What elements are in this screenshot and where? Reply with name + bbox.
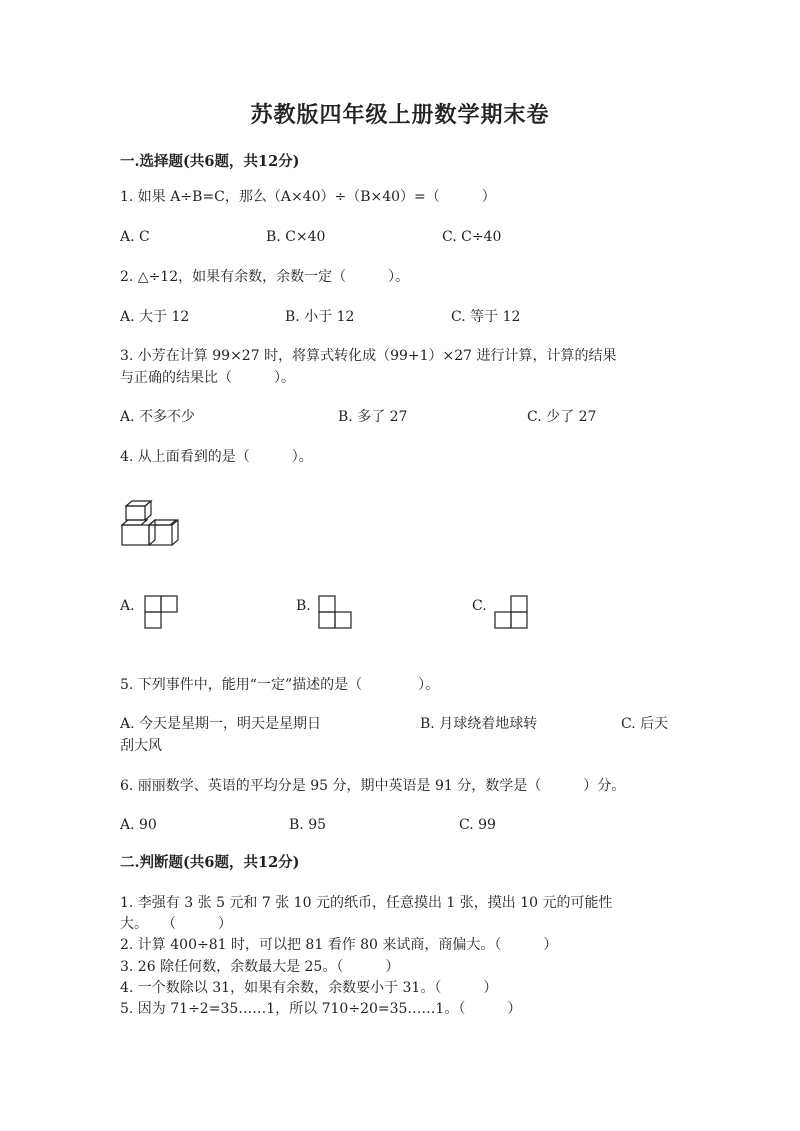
q6-option-b: B. 95: [289, 817, 327, 833]
q6-option-c: C. 99: [459, 817, 496, 833]
judge-item-2: 2. 计算 400÷81 时，可以把 81 看作 80 来试商，商偏大。（ ）: [120, 937, 558, 953]
q2-option-c: C. 等于 12: [451, 309, 521, 325]
q2-option-b: B. 小于 12: [285, 309, 355, 325]
q5-option-a: A. 今天是星期一，明天是星期日: [120, 716, 322, 732]
q5-option-c-line1: C. 后天: [621, 716, 669, 732]
q1-option-b: B. C×40: [266, 229, 326, 245]
judge-item-4: 4. 一个数除以 31，如果有余数，余数要小于 31。（ ）: [120, 980, 498, 996]
judge-item-5: 5. 因为 71÷2=35……1，所以 710÷20=35……1。（ ）: [120, 1001, 522, 1017]
q4-option-b-figure: [318, 595, 352, 629]
judge-item-1-line2: 大。 （ ）: [120, 916, 232, 932]
q3-stem-line1: 3. 小芳在计算 99×27 时，将算式转化成（99+1）×27 进行计算，计算的结果: [120, 348, 617, 364]
cube-figure: [118, 500, 182, 548]
q5-option-b: B. 月球绕着地球转: [420, 716, 538, 732]
q4-option-b: B.: [296, 598, 311, 614]
judge-item-1-line1: 1. 李强有 3 张 5 元和 7 张 10 元的纸币，任意摸出 1 张，摸出 10 元的可能性: [120, 895, 613, 911]
q6-stem: 6. 丽丽数学、英语的平均分是 95 分，期中英语是 91 分，数学是（ ）分。: [120, 778, 626, 794]
judge-item-3: 3. 26 除任何数，余数最大是 25。（ ）: [120, 959, 400, 975]
q3-option-b: B. 多了 27: [338, 409, 408, 425]
q1-option-c: C. C÷40: [442, 229, 502, 245]
section2-heading: 二.判断题(共6题，共12分): [120, 854, 300, 871]
q6-option-a: A. 90: [120, 817, 157, 833]
q4-option-a-figure: [144, 595, 178, 629]
q3-option-c: C. 少了 27: [527, 409, 597, 425]
q3-option-a: A. 不多不少: [120, 409, 196, 425]
q4-option-a: A.: [120, 598, 135, 614]
q1-option-a: A. C: [120, 229, 150, 245]
page-title: 苏教版四年级上册数学期末卷: [250, 102, 550, 128]
q2-stem: 2. △÷12，如果有余数，余数一定（ ）。: [120, 269, 410, 285]
q5-option-c-line2: 刮大风: [120, 738, 162, 754]
section1-heading: 一.选择题(共6题，共12分): [120, 153, 300, 170]
q3-stem-line2: 与正确的结果比（ ）。: [120, 370, 295, 386]
q4-stem: 4. 从上面看到的是（ ）。: [120, 449, 313, 465]
q4-option-c: C.: [472, 598, 487, 614]
q2-option-a: A. 大于 12: [120, 309, 190, 325]
q5-stem: 5. 下列事件中，能用“一定”描述的是（ ）。: [120, 677, 440, 693]
q4-option-c-figure: [494, 595, 528, 629]
q1-stem: 1. 如果 A÷B=C，那么（A×40）÷（B×40）=（ ）: [120, 189, 496, 205]
